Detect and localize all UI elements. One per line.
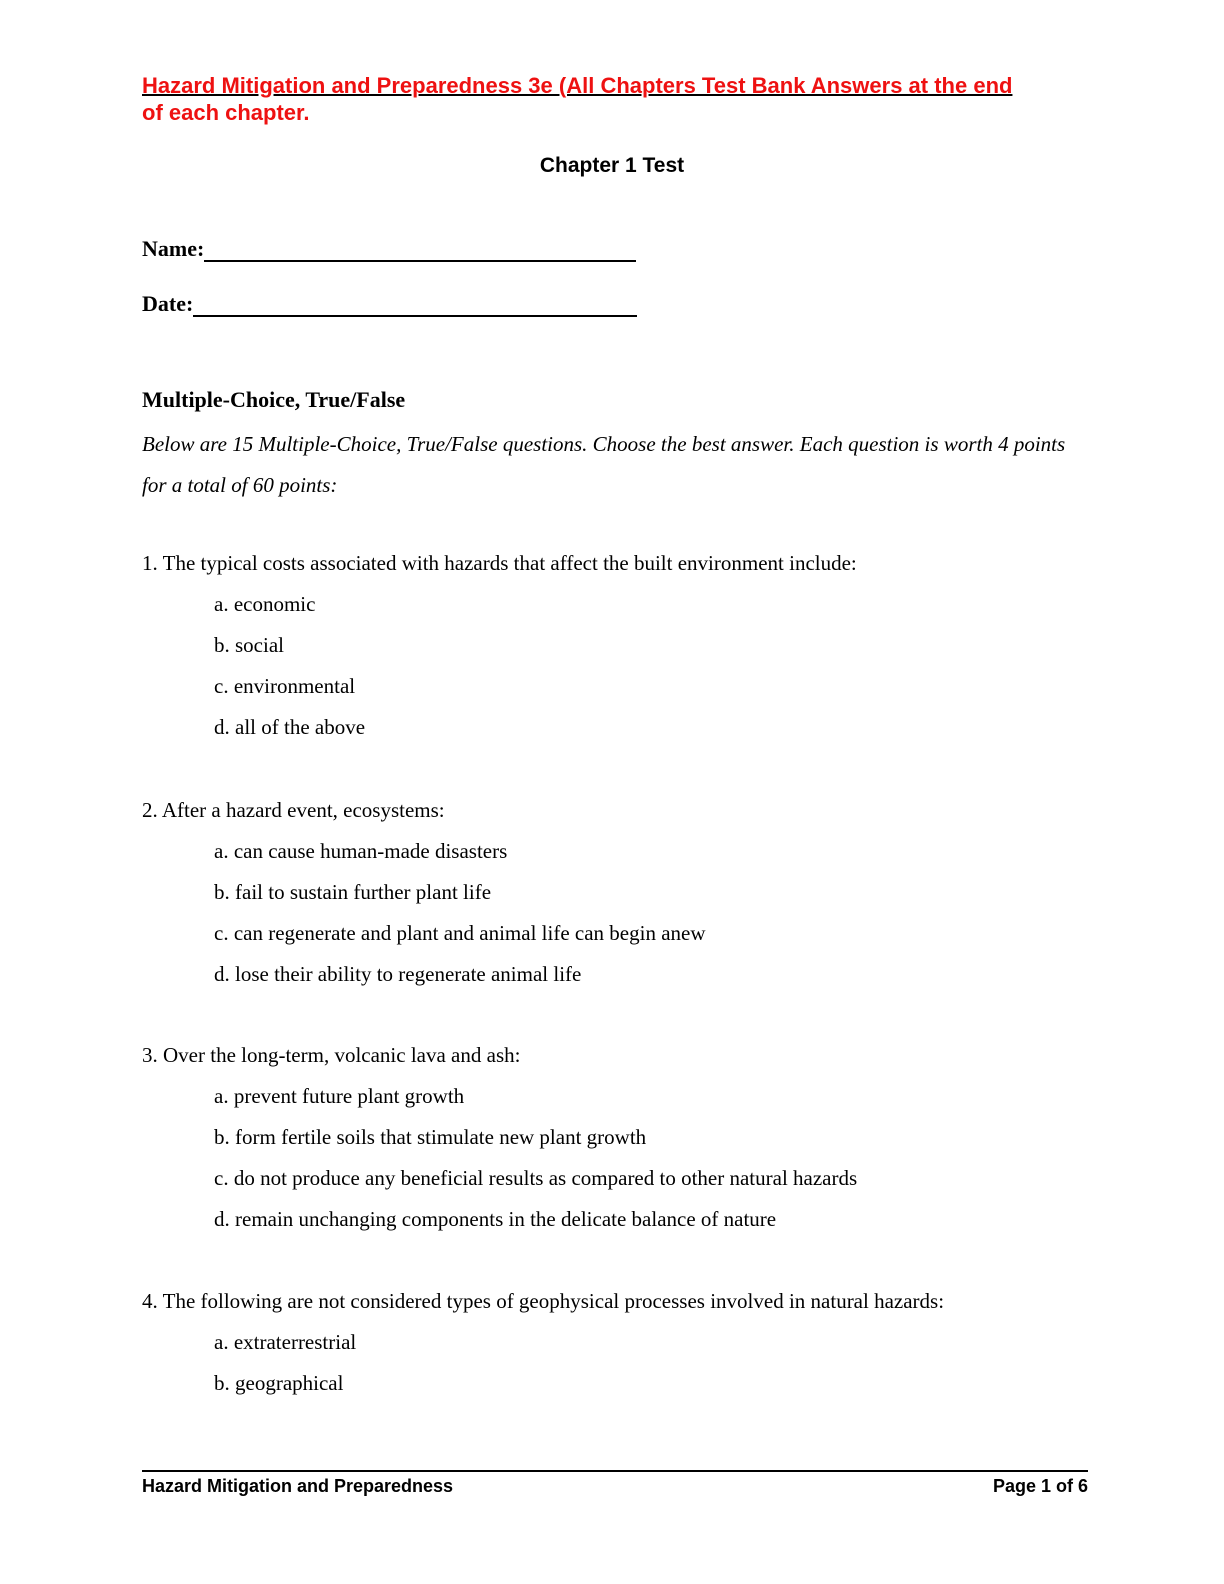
date-label: Date: — [142, 291, 194, 316]
question-2 — [142, 790, 706, 995]
answer-option: a. can cause human-made disasters — [214, 839, 508, 863]
page-footer — [142, 1470, 1088, 1497]
question-stem: 2. After a hazard event, ecosystems: — [142, 798, 445, 822]
name-field — [142, 236, 636, 262]
answer-option: a. economic — [214, 592, 316, 616]
document-header — [142, 72, 1092, 126]
answer-option: b. fail to sustain further plant life — [214, 880, 492, 904]
question-stem: 1. The typical costs associated with hazards that affect the built environment include: — [142, 551, 857, 575]
question-stem: 4. The following are not considered types of geophysical processes involved in natural hazards: — [142, 1289, 945, 1313]
chapter-title: Chapter 1 Test — [539, 154, 685, 177]
question-stem: 3. Over the long-term, volcanic lava and ash: — [142, 1043, 521, 1067]
question-4 — [142, 1281, 944, 1404]
header-title-line2: of each chapter. — [142, 100, 310, 125]
date-field — [142, 291, 637, 317]
answer-option: b. social — [214, 633, 284, 657]
name-blank-line — [204, 240, 636, 262]
header-title-line1: Hazard Mitigation and Preparedness 3e (All Chapters Test Bank Answers at the end — [142, 73, 1013, 98]
section-instructions: Below are 15 Multiple-Choice, True/False questions. Choose the best answer. Each question is worth 4 points for a total of 60 points: — [142, 432, 1066, 497]
answer-option: c. environmental — [214, 674, 356, 698]
answer-option: a. prevent future plant growth — [214, 1084, 465, 1108]
question-1 — [142, 543, 857, 748]
name-label: Name: — [142, 236, 205, 261]
answer-option: c. can regenerate and plant and animal life can begin anew — [214, 921, 706, 945]
section-title: Multiple-Choice, True/False — [142, 387, 406, 412]
answer-option: d. remain unchanging components in the delicate balance of nature — [214, 1207, 777, 1231]
page-number: Page 1 of 6 — [992, 1476, 1088, 1496]
answer-option: b. geographical — [214, 1371, 344, 1395]
answer-option: d. all of the above — [214, 715, 366, 739]
answer-option: b. form fertile soils that stimulate new plant growth — [214, 1125, 647, 1149]
date-blank-line — [193, 295, 637, 317]
question-3 — [142, 1035, 857, 1240]
answer-option: d. lose their ability to regenerate animal life — [214, 962, 582, 986]
answer-option: a. extraterrestrial — [214, 1330, 357, 1354]
footer-title: Hazard Mitigation and Preparedness — [142, 1476, 454, 1496]
answer-option: c. do not produce any beneficial results as compared to other natural hazards — [214, 1166, 858, 1190]
